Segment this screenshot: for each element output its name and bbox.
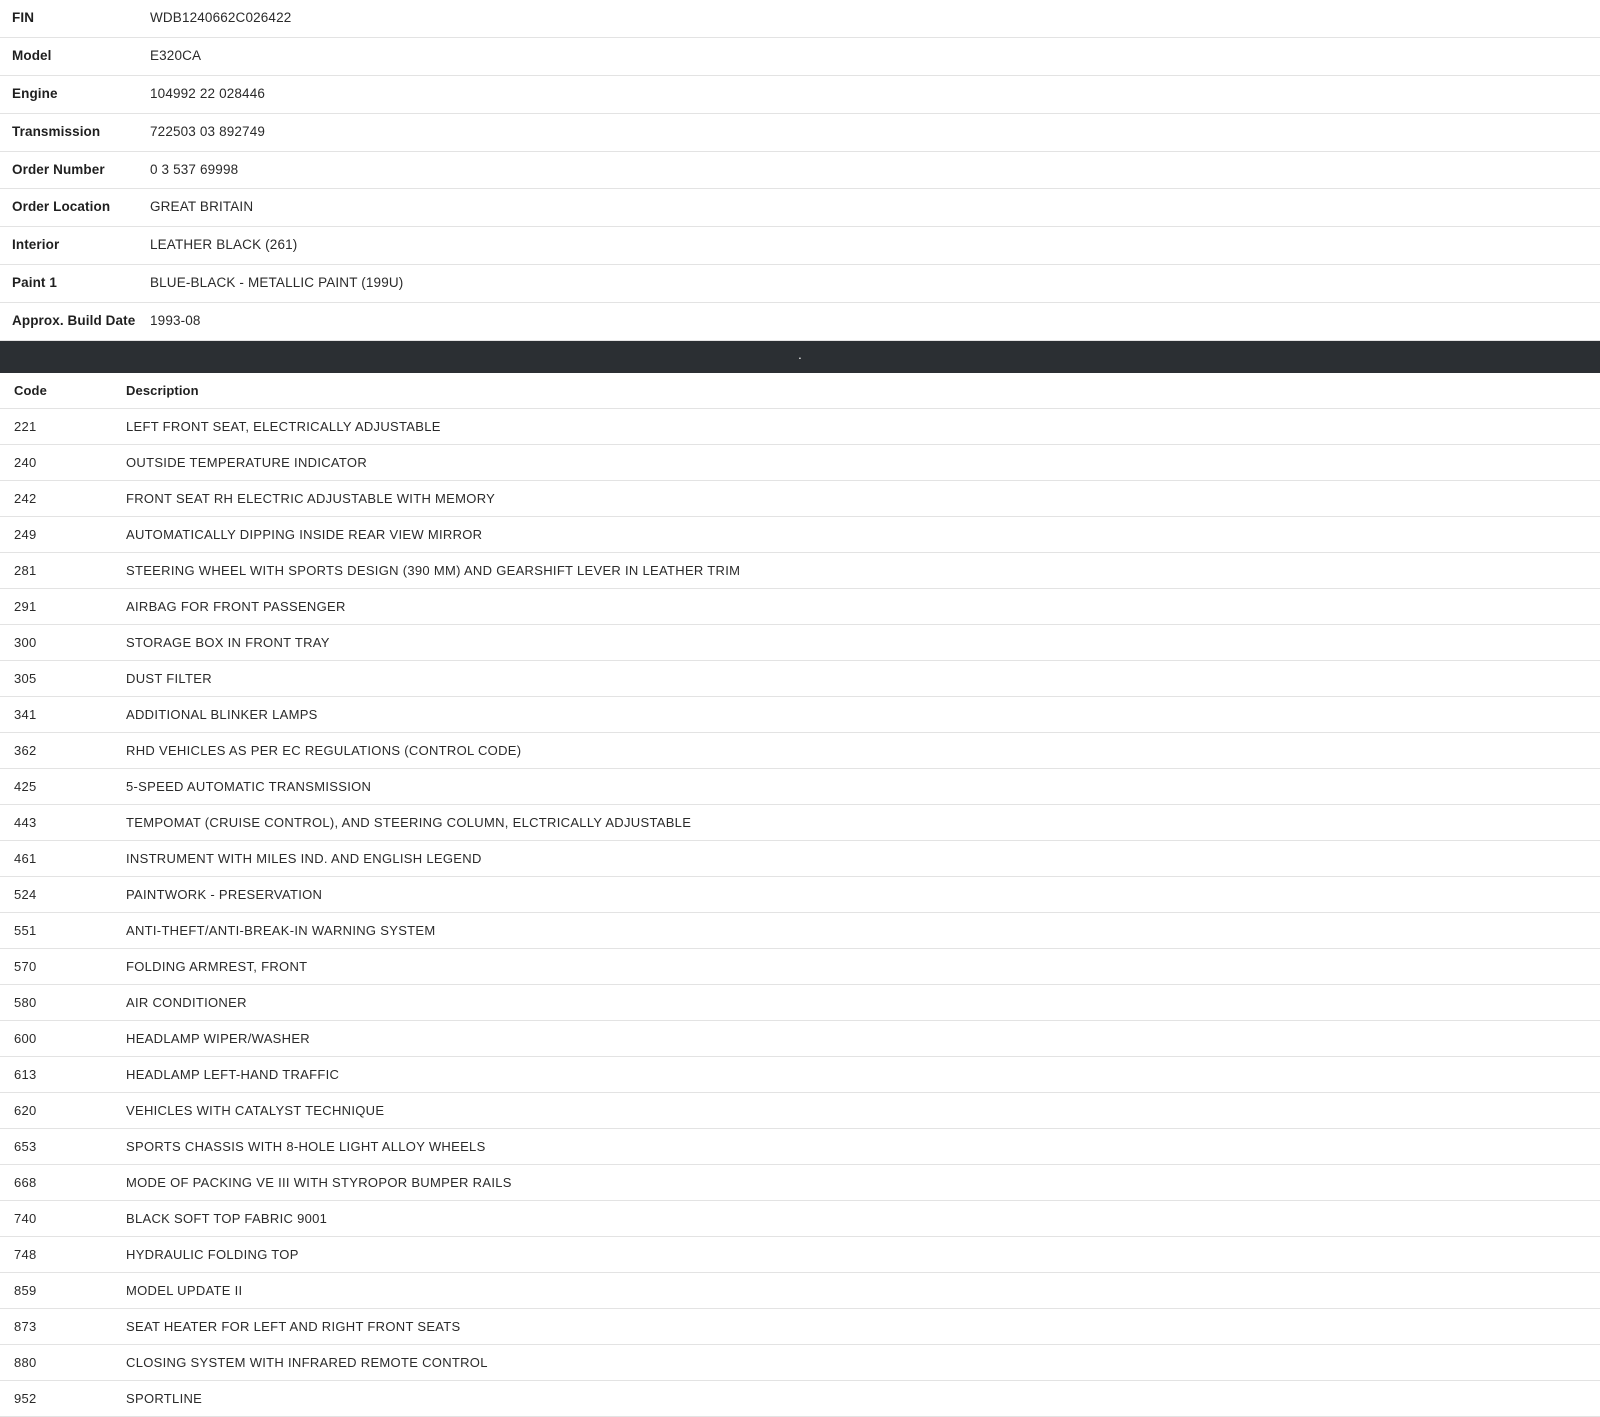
option-description: HEADLAMP LEFT-HAND TRAFFIC: [126, 1066, 340, 1082]
table-row: [0, 408, 1600, 444]
info-row: [0, 189, 1600, 227]
option-code: 425: [14, 778, 37, 794]
info-row-label: Paint 1: [12, 275, 57, 291]
table-row: [0, 1200, 1600, 1236]
option-code: 524: [14, 886, 37, 902]
info-row-label: Transmission: [12, 123, 101, 139]
table-row: [0, 1056, 1600, 1092]
info-row-label: Order Location: [12, 199, 111, 215]
info-row: [0, 0, 1600, 37]
option-description: VEHICLES WITH CATALYST TECHNIQUE: [126, 1102, 385, 1118]
option-codes-table: [0, 373, 1600, 1417]
option-code: 221: [14, 418, 37, 434]
table-row: [0, 1236, 1600, 1272]
info-row-label: Order Number: [12, 161, 105, 177]
table-row: [0, 1020, 1600, 1056]
option-code: 249: [14, 526, 37, 542]
table-row: [0, 588, 1600, 624]
table-row: [0, 444, 1600, 480]
option-code: 242: [14, 490, 37, 506]
option-description: BLACK SOFT TOP FABRIC 9001: [126, 1210, 328, 1226]
vehicle-info-table: [0, 0, 1600, 341]
info-row: [0, 113, 1600, 151]
info-row-label: Engine: [12, 85, 58, 101]
option-description: ANTI-THEFT/ANTI-BREAK-IN WARNING SYSTEM: [126, 922, 436, 938]
option-description: HEADLAMP WIPER/WASHER: [126, 1030, 310, 1046]
option-description: TEMPOMAT (CRUISE CONTROL), AND STEERING COLUMN, ELCTRICALLY ADJUSTABLE: [126, 814, 692, 830]
table-row: [0, 624, 1600, 660]
option-description: FRONT SEAT RH ELECTRIC ADJUSTABLE WITH MEMORY: [126, 490, 496, 506]
option-description: DUST FILTER: [126, 670, 212, 686]
option-code: 362: [14, 742, 37, 758]
option-code: 600: [14, 1030, 37, 1046]
option-description: SPORTS CHASSIS WITH 8-HOLE LIGHT ALLOY WHEELS: [126, 1138, 486, 1154]
option-description: SEAT HEATER FOR LEFT AND RIGHT FRONT SEATS: [126, 1318, 461, 1334]
option-description: CLOSING SYSTEM WITH INFRARED REMOTE CONTROL: [126, 1354, 488, 1370]
option-codes-header: [0, 373, 1600, 409]
option-code: 873: [14, 1318, 37, 1334]
table-row: [0, 1092, 1600, 1128]
table-row: [0, 1164, 1600, 1200]
table-row: [0, 948, 1600, 984]
option-description: ADDITIONAL BLINKER LAMPS: [126, 706, 318, 722]
table-row: [0, 912, 1600, 948]
table-header-row: [0, 373, 1600, 409]
table-row: [0, 660, 1600, 696]
table-row: [0, 1128, 1600, 1164]
table-row: [0, 876, 1600, 912]
option-codes-body: [0, 408, 1600, 1416]
info-row: [0, 37, 1600, 75]
option-description: 5-SPEED AUTOMATIC TRANSMISSION: [126, 778, 372, 794]
info-row: [0, 303, 1600, 341]
info-row-value: 722503 03 892749: [150, 123, 266, 139]
option-description: MODEL UPDATE II: [126, 1282, 243, 1298]
info-row-label: Approx. Build Date: [12, 313, 136, 328]
table-row: [0, 732, 1600, 768]
option-description: HYDRAULIC FOLDING TOP: [126, 1246, 299, 1262]
option-description: RHD VEHICLES AS PER EC REGULATIONS (CONTROL CODE): [126, 742, 522, 758]
option-code: 570: [14, 958, 37, 974]
option-code: 952: [14, 1390, 37, 1406]
option-code: 443: [14, 814, 37, 830]
table-row: [0, 1344, 1600, 1380]
option-description: AIR CONDITIONER: [126, 994, 247, 1010]
info-row-label: Interior: [12, 237, 60, 253]
table-row: [0, 984, 1600, 1020]
table-row: [0, 1380, 1600, 1416]
section-separator-label: .: [798, 347, 802, 363]
option-code: 305: [14, 670, 37, 686]
option-description: AIRBAG FOR FRONT PASSENGER: [126, 598, 346, 614]
table-row: [0, 1272, 1600, 1308]
option-code: 740: [14, 1210, 37, 1226]
info-row-value: BLUE-BLACK - METALLIC PAINT (199U): [150, 275, 404, 291]
option-code: 613: [14, 1066, 37, 1082]
info-row-value: WDB1240662C026422: [150, 10, 292, 25]
info-row: [0, 151, 1600, 189]
option-description: FOLDING ARMREST, FRONT: [126, 958, 308, 974]
option-description: MODE OF PACKING VE III WITH STYROPOR BUMPER RAILS: [126, 1174, 512, 1190]
table-row: [0, 1308, 1600, 1344]
option-description: STEERING WHEEL WITH SPORTS DESIGN (390 MM) AND GEARSHIFT LEVER IN LEATHER TRIM: [126, 562, 741, 578]
option-code: 300: [14, 634, 37, 650]
option-code: 859: [14, 1282, 37, 1298]
info-row-value: 104992 22 028446: [150, 85, 266, 101]
option-code: 653: [14, 1138, 37, 1154]
option-code: 461: [14, 850, 37, 866]
option-code: 580: [14, 994, 37, 1010]
table-row: [0, 768, 1600, 804]
table-row: [0, 696, 1600, 732]
option-code: 748: [14, 1246, 37, 1262]
info-row-value: E320CA: [150, 47, 202, 63]
option-description: INSTRUMENT WITH MILES IND. AND ENGLISH LEGEND: [126, 850, 482, 866]
vehicle-info-body: [0, 0, 1600, 340]
option-description: STORAGE BOX IN FRONT TRAY: [126, 634, 330, 650]
option-code: 291: [14, 598, 37, 614]
option-code: 281: [14, 562, 37, 578]
info-row: [0, 265, 1600, 303]
option-description: OUTSIDE TEMPERATURE INDICATOR: [126, 454, 368, 470]
section-separator-band: [0, 341, 1600, 373]
info-row-label: FIN: [12, 10, 35, 25]
table-row: [0, 804, 1600, 840]
option-description: SPORTLINE: [126, 1390, 203, 1406]
option-description: LEFT FRONT SEAT, ELECTRICALLY ADJUSTABLE: [126, 418, 441, 434]
info-row: [0, 227, 1600, 265]
info-row-value: 1993-08: [150, 313, 201, 328]
option-description: AUTOMATICALLY DIPPING INSIDE REAR VIEW MIRROR: [126, 526, 483, 542]
option-code: 668: [14, 1174, 37, 1190]
option-code: 880: [14, 1354, 37, 1370]
option-description: PAINTWORK - PRESERVATION: [126, 886, 323, 902]
info-row-label: Model: [12, 47, 52, 63]
table-row: [0, 480, 1600, 516]
table-row: [0, 840, 1600, 876]
option-code: 620: [14, 1102, 37, 1118]
info-row-value: 0 3 537 69998: [150, 161, 239, 177]
column-header-description: Description: [126, 382, 199, 398]
table-row: [0, 552, 1600, 588]
info-row: [0, 75, 1600, 113]
table-row: [0, 516, 1600, 552]
option-code: 341: [14, 706, 37, 722]
option-code: 551: [14, 922, 37, 938]
column-header-code: Code: [14, 382, 47, 398]
info-row-value: LEATHER BLACK (261): [150, 237, 298, 253]
option-code: 240: [14, 454, 37, 470]
info-row-value: GREAT BRITAIN: [150, 199, 254, 215]
